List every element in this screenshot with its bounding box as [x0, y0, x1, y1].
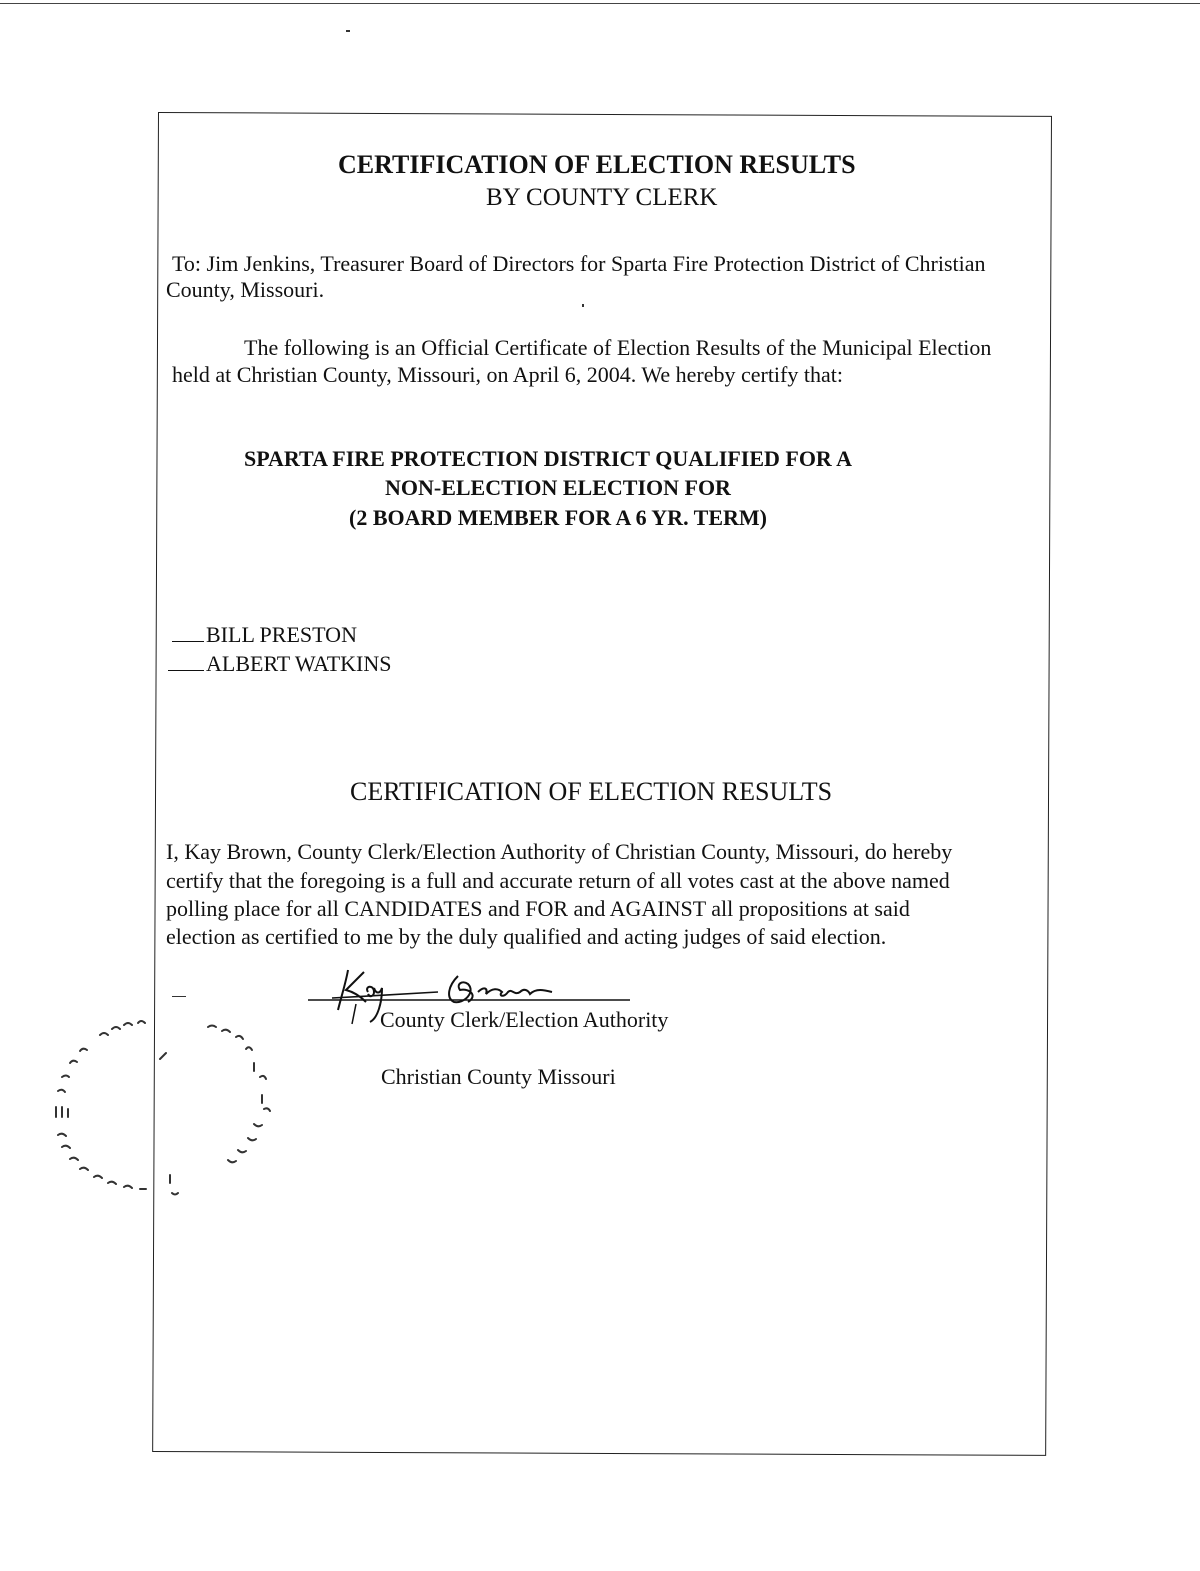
scan-speck — [172, 996, 186, 997]
scan-speck — [346, 30, 350, 32]
candidate-name: ALBERT WATKINS — [206, 651, 392, 676]
addressee-line-2: County, Missouri. — [166, 277, 325, 302]
district-heading-line-1: SPARTA FIRE PROTECTION DISTRICT QUALIFIED FOR A — [244, 446, 852, 471]
certification-heading: CERTIFICATION OF ELECTION RESULTS — [350, 777, 833, 806]
candidate-row — [172, 621, 357, 648]
signature-title: County Clerk/Election Authority — [380, 1007, 669, 1032]
certification-line-4: election as certified to me by the duly qualified and acting judges of said election. — [166, 924, 887, 949]
signature-location: Christian County Missouri — [381, 1064, 616, 1089]
district-heading-line-2: NON-ELECTION ELECTION FOR — [385, 475, 731, 500]
addressee-line-1: To: Jim Jenkins, Treasurer Board of Directors for Sparta Fire Protection District of Christian — [172, 251, 986, 276]
embossed-seal-icon — [40, 1005, 300, 1220]
document-subtitle: BY COUNTY CLERK — [486, 184, 718, 211]
intro-line-2: held at Christian County, Missouri, on April 6, 2004. We hereby certify that: — [172, 362, 843, 387]
document-title: CERTIFICATION OF ELECTION RESULTS — [338, 150, 856, 179]
certification-line-2: certify that the foregoing is a full and accurate return of all votes cast at the above named — [166, 868, 950, 893]
vote-blank-line — [168, 650, 204, 671]
certification-line-1: I, Kay Brown, County Clerk/Election Authority of Christian County, Missouri, do hereby — [166, 839, 953, 864]
scan-top-edge — [0, 3, 1200, 4]
district-heading-line-3: (2 BOARD MEMBER FOR A 6 YR. TERM) — [349, 505, 767, 530]
candidate-name: BILL PRESTON — [206, 622, 357, 647]
intro-line-1: The following is an Official Certificate of Election Results of the Municipal Election — [244, 335, 992, 360]
vote-blank-line — [172, 621, 204, 642]
scan-speck — [582, 304, 584, 307]
certification-line-3: polling place for all CANDIDATES and FOR and AGAINST all propositions at said — [166, 896, 910, 921]
candidate-row — [168, 650, 392, 677]
